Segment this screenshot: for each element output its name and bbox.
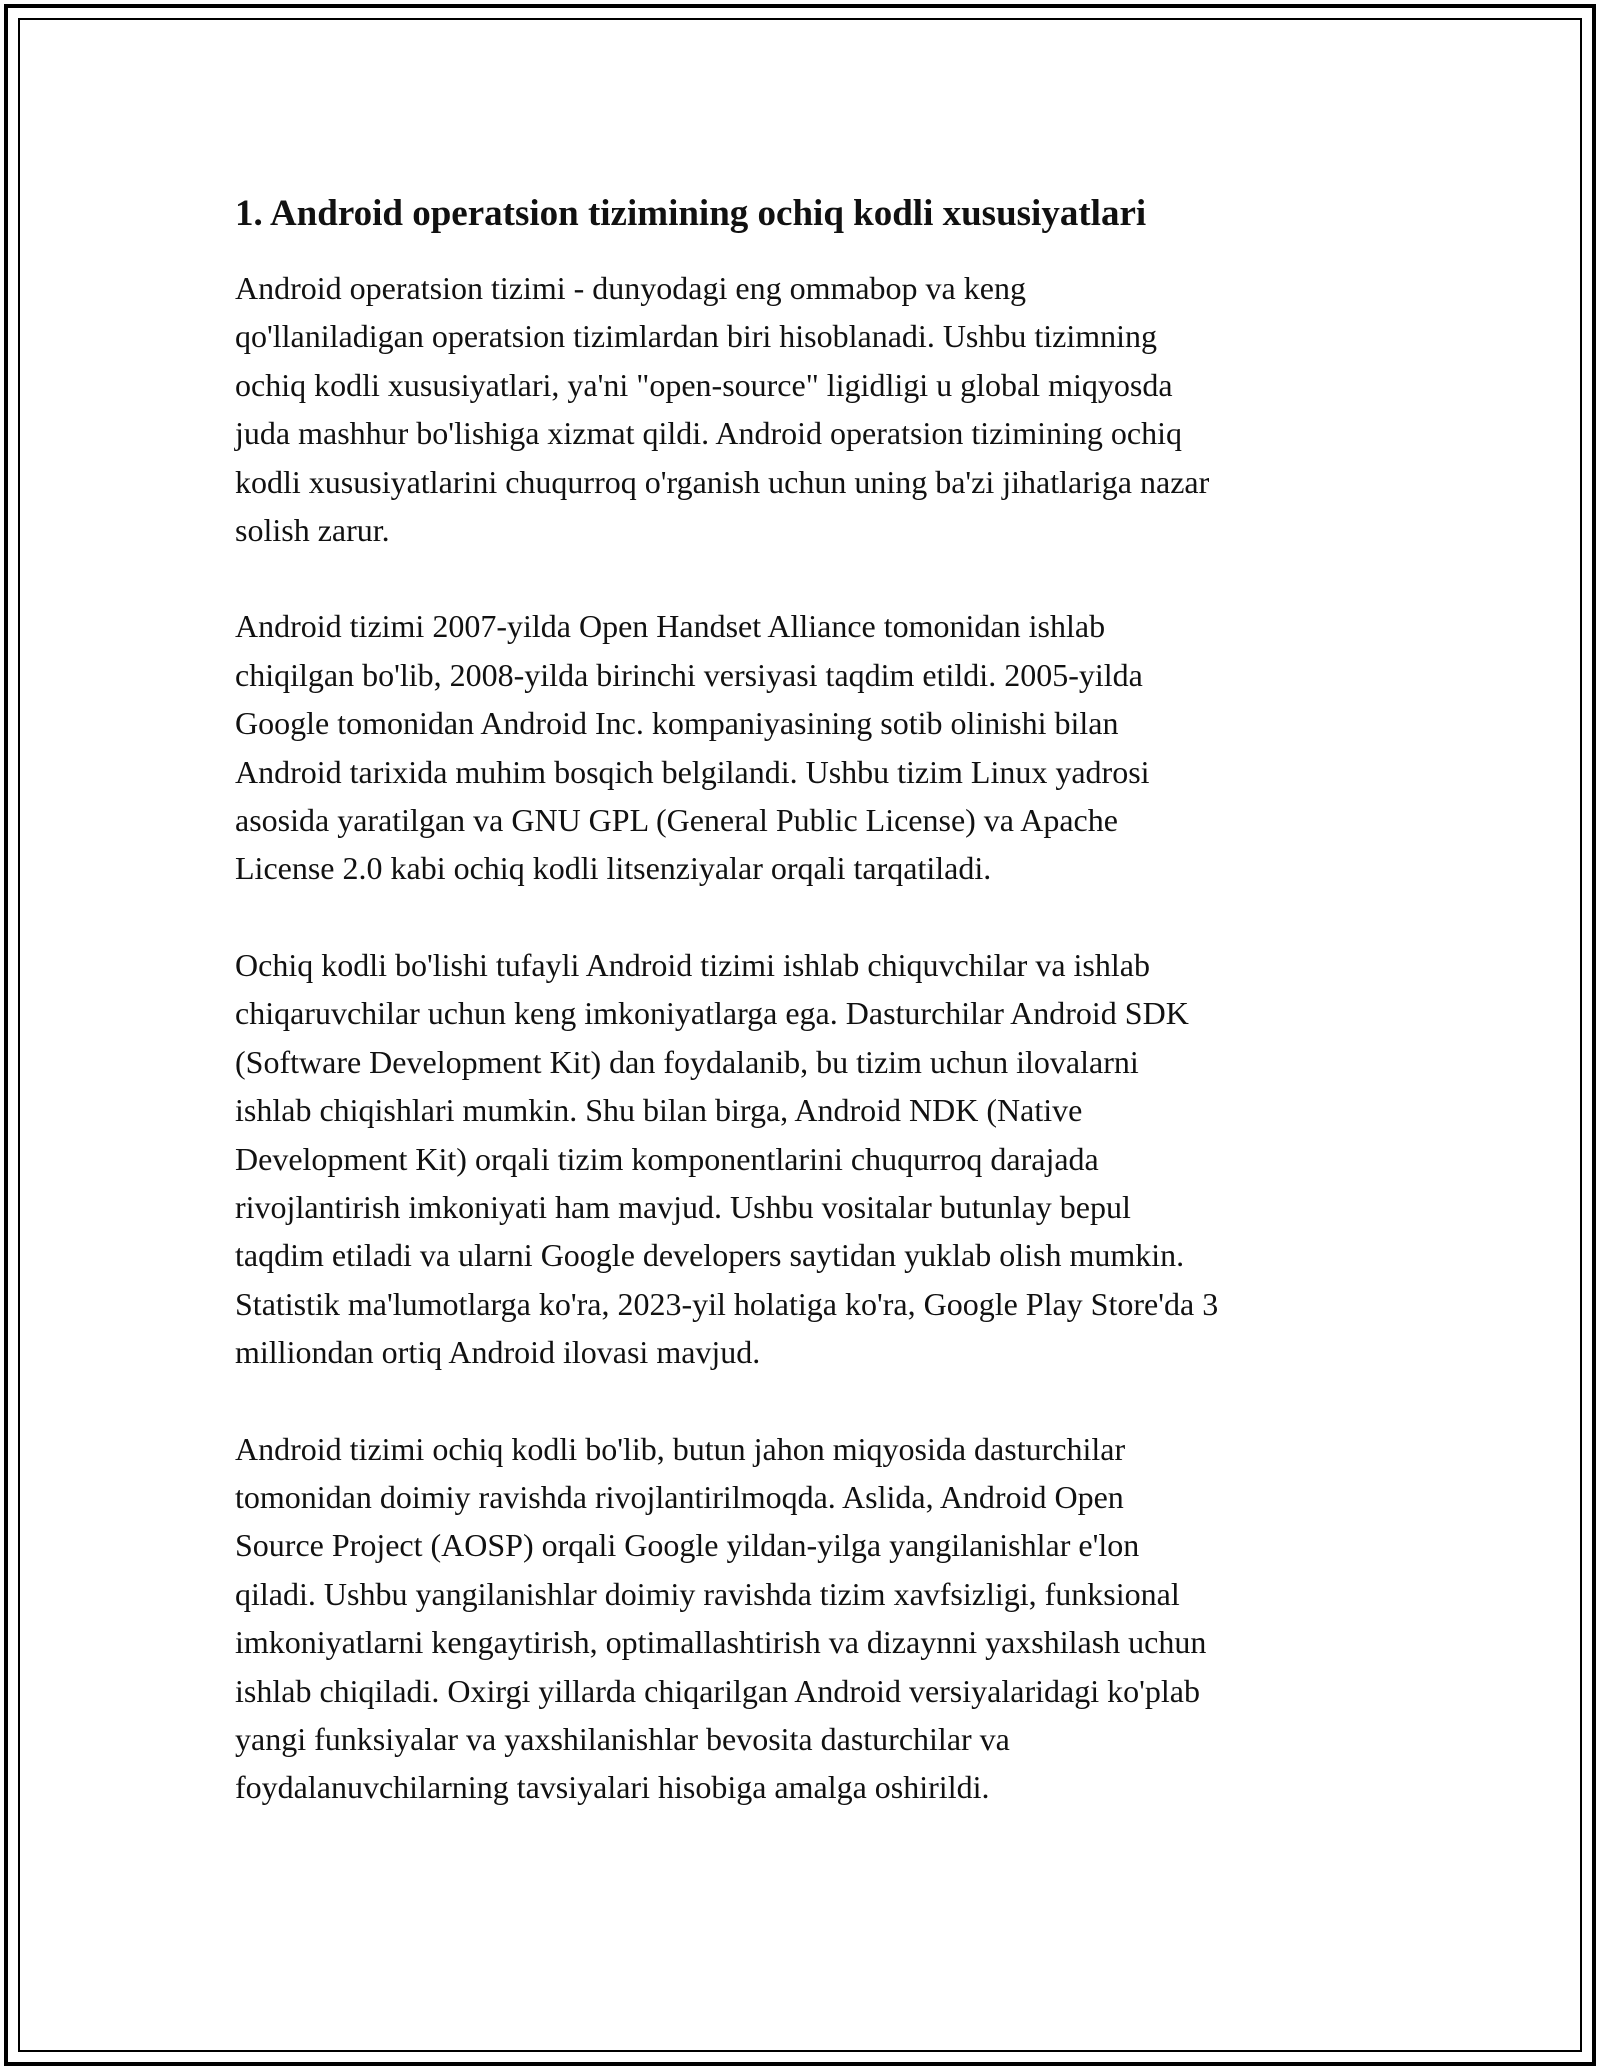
section-heading: 1. Android operatsion tizimining ochiq kodli xususiyatlari [235, 193, 1147, 234]
paragraph-developer-tools: Ochiq kodli bo'lishi tufayli Android tizimi ishlab chiquvchilar va ishlab chiqaruvchilar uchun keng imkoniyatlarga ega. Dasturchilar Android SDK (Software Development Kit) dan foydalanib, bu tizim uchun ilovalarni ishlab chiqishlari mumkin. Shu bilan birga, Android NDK (Native Development Kit) orqali tizim komponentlarini chuqurroq darajada rivojlantirish imkoniyati ham mavjud. Ushbu vositalar butunlay bepul taqdim etiladi va ularni Google developers saytidan yuklab olish mumkin. Statistik ma'lumotlarga ko'ra, 2023-yil holatiga ko'ra, Google Play Store'da 3 milliondan ortiq Android ilovasi mavjud. [235, 946, 1219, 1371]
document-body [235, 186, 1370, 1860]
paragraph-intro: Android operatsion tizimi - dunyodagi eng ommabop va keng qo'llaniladigan operatsion tizimlardan biri hisoblanadi. Ushbu tizimning ochiq kodli xususiyatlari, ya'ni "open-source" ligidligi u global miqyosda juda mashhur bo'lishiga xizmat qildi. Android operatsion tizimining ochiq kodli xususiyatlarini chuqurroq o'rganish uchun uning ba'zi jihatlariga nazar solish zarur. [235, 270, 1210, 549]
paragraph-history: Android tizimi 2007-yilda Open Handset Alliance tomonidan ishlab chiqilgan bo'lib, 2008-yilda birinchi versiyasi taqdim etildi. 2005-yilda Google tomonidan Android Inc. kompaniyasining sotib olinishi bilan Android tarixida muhim bosqich belgilandi. Ushbu tizim Linux yadrosi asosida yaratilgan va GNU GPL (General Public License) va Apache License 2.0 kabi ochiq kodli litsenziyalar orqali tarqatiladi. [235, 608, 1150, 887]
paragraph-aosp-updates: Android tizimi ochiq kodli bo'lib, butun jahon miqyosida dasturchilar tomonidan doimiy ravishda rivojlantirilmoqda. Aslida, Android Open Source Project (AOSP) orqali Google yildan-yilga yangilanishlar e'lon qiladi. Ushbu yangilanishlar doimiy ravishda tizim xavfsizligi, funksional imkoniyatlarni kengaytirish, optimallashtirish va dizaynni yaxshilash uchun ishlab chiqiladi. Oxirgi yillarda chiqarilgan Android versiyalaridagi ko'plab yangi funksiyalar va yaxshilanishlar bevosita dasturchilar va foydalanuvchilarning tavsiyalari hisobiga amalga oshirildi. [235, 1430, 1207, 1806]
